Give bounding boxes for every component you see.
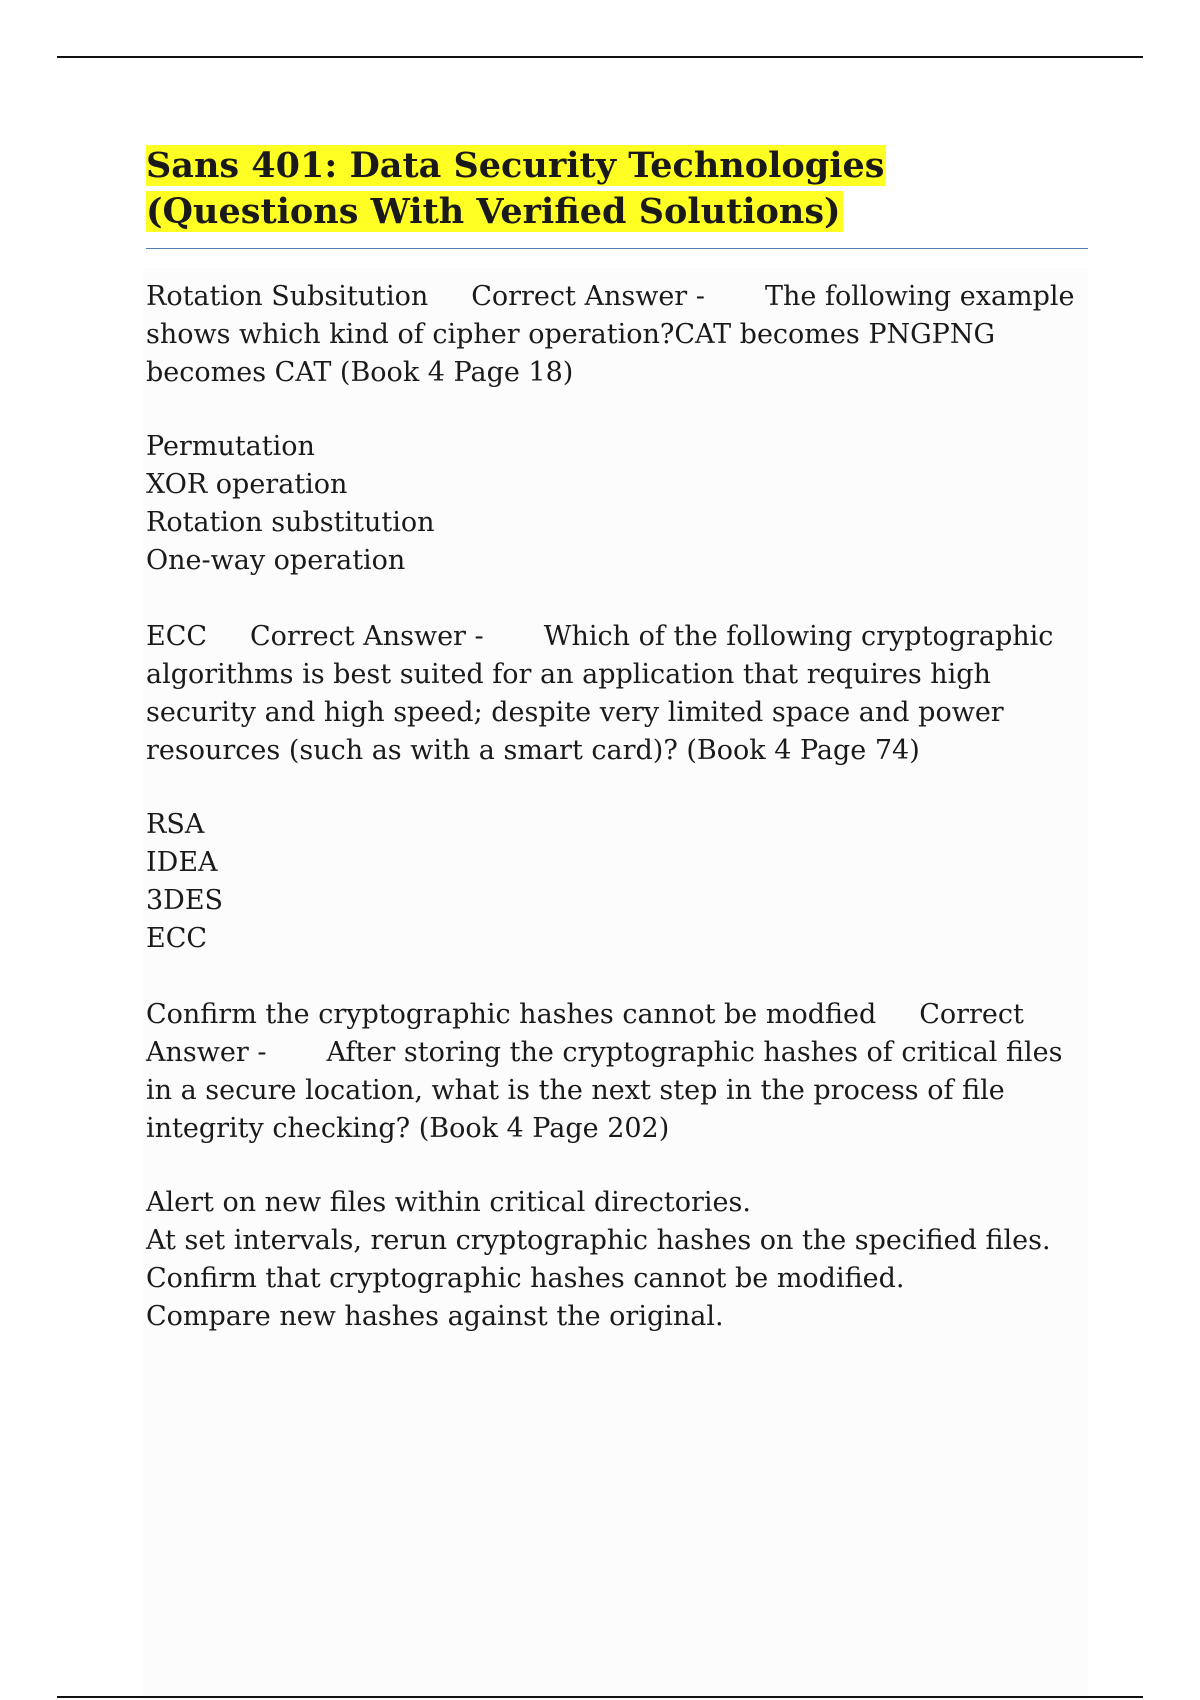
option-item: At set intervals, rerun cryptographic hashes on the specified files. — [146, 1225, 1051, 1256]
answer-text: Confirm the cryptographic hashes cannot be modfied — [146, 999, 877, 1030]
title-underline — [146, 248, 1088, 249]
question-text: The following example shows which kind of cipher operation?CAT becomes PNGPNG becomes CAT (Book 4 Page 18) — [146, 281, 1075, 388]
option-item: Confirm that cryptographic hashes cannot be modified. — [146, 1263, 905, 1294]
answer-text: ECC — [146, 621, 208, 652]
answer-text: Rotation Subsitution — [146, 281, 429, 312]
question-text: Which of the following cryptographic algorithms is best suited for an application that requires high security and high speed; despite very limited space and power resources (such as with a smart card)? (Book 4 Page 74) — [146, 621, 1054, 766]
option-item: XOR operation — [146, 469, 348, 500]
answer-separator: Correct Answer - — [249, 621, 484, 652]
option-item: Alert on new files within critical directories. — [146, 1187, 751, 1218]
question-text: After storing the cryptographic hashes of critical files in a secure location, what is the next step in the process of file integrity checking? (Book 4 Page 202) — [146, 1037, 1063, 1144]
title-highlight: Sans 401: Data Security Technologies (Questions With Verified Solutions) — [146, 145, 885, 232]
bottom-rule — [57, 1696, 1143, 1698]
qa-item-3 — [146, 996, 1086, 1148]
top-rule — [57, 56, 1143, 58]
option-item: One-way operation — [146, 545, 406, 576]
answer-separator: Correct Answer - — [471, 281, 705, 312]
options-list-1 — [146, 428, 1086, 580]
option-item: ECC — [146, 923, 208, 954]
document-body — [146, 143, 1086, 1336]
qa-item-1 — [146, 278, 1086, 392]
options-list-3 — [146, 1184, 1086, 1336]
option-item: Rotation substitution — [146, 507, 435, 538]
options-list-2 — [146, 806, 1086, 958]
answer-separator: Correct Answer - — [146, 999, 1024, 1068]
qa-item-2 — [146, 618, 1086, 770]
option-item: RSA — [146, 809, 205, 840]
option-item: 3DES — [146, 885, 224, 916]
option-item: IDEA — [146, 847, 218, 878]
document-title — [146, 143, 1086, 235]
option-item: Compare new hashes against the original. — [146, 1301, 724, 1332]
option-item: Permutation — [146, 431, 315, 462]
